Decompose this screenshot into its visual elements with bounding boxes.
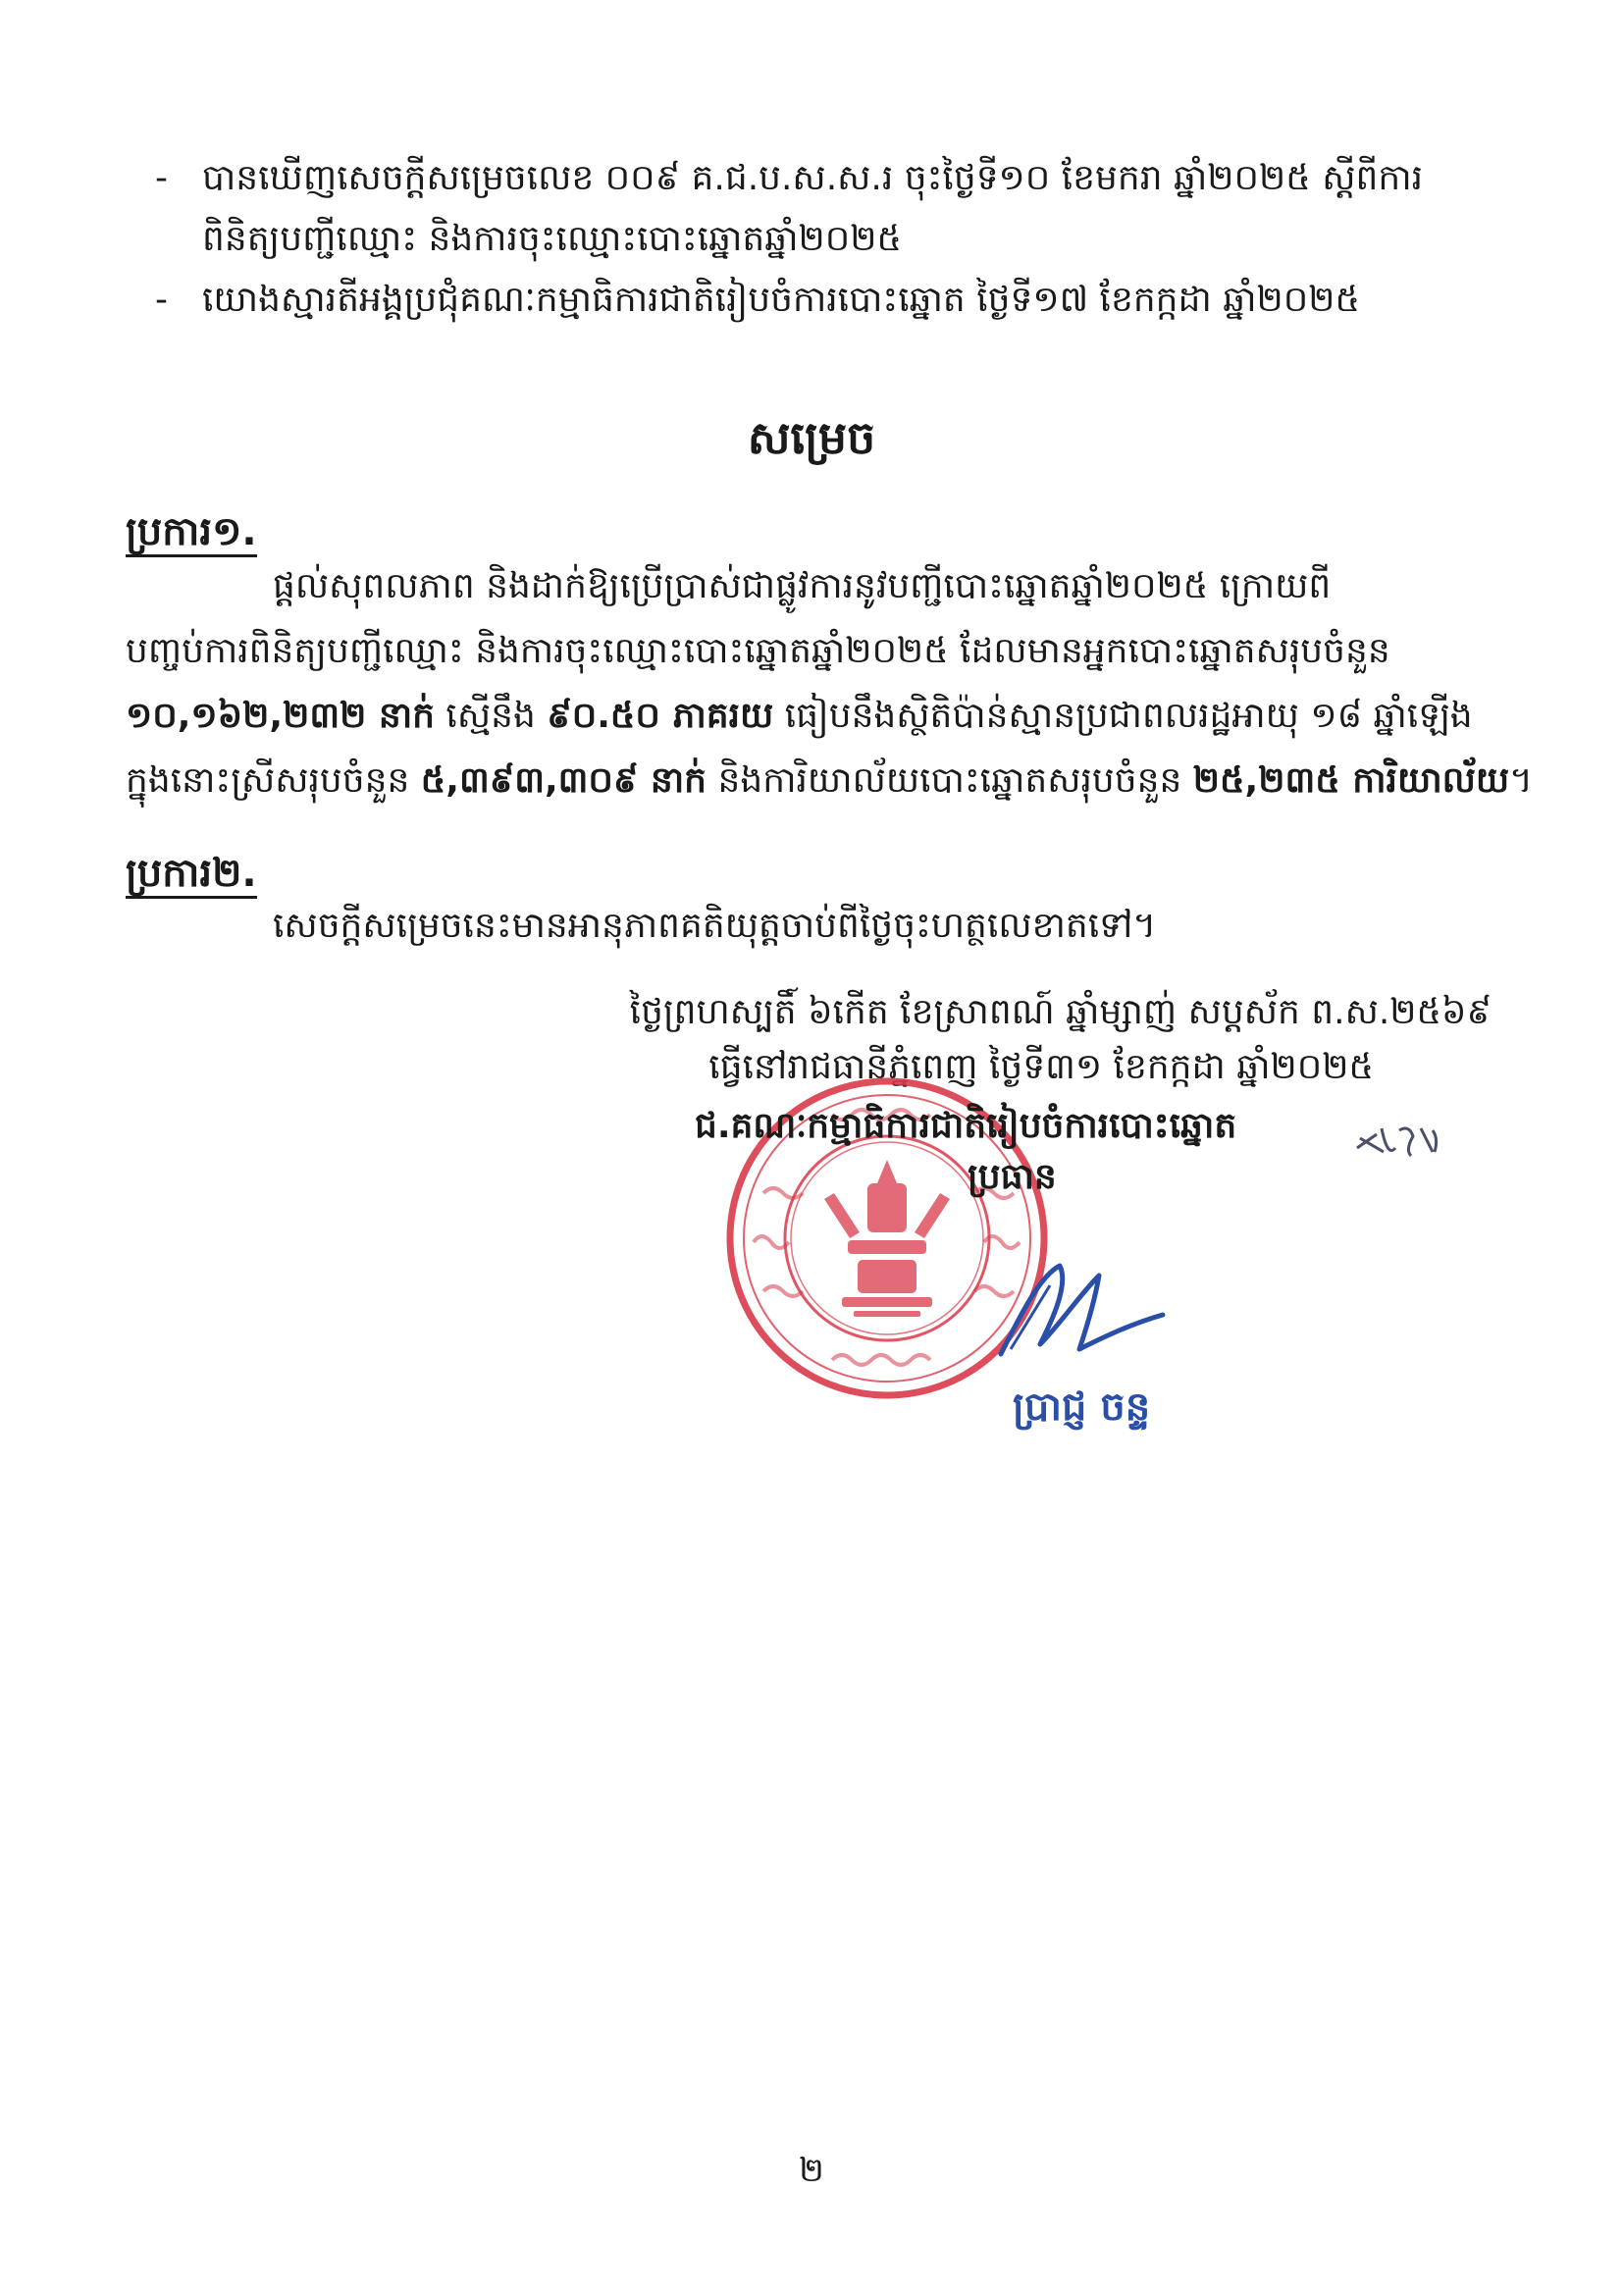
article-1-line-2: បញ្ចប់ការពិនិត្យបញ្ជីឈ្មោះ និងការចុះឈ្មោះបោះឆ្នោតឆ្នាំ២០២៥ ដែលមានអ្នកបោះឆ្នោតសរុបចំនួន	[126, 631, 1390, 671]
preamble-item-2-line-1: យោងស្មារតីអង្គប្រជុំគណៈកម្មាធិការជាតិរៀបចំការបោះឆ្នោត ថ្ងៃទី១៧ ខែកក្កដា ឆ្នាំ២០២៥	[202, 280, 1360, 320]
article-1-line-4-text-a: ក្នុងនោះស្រីសរុបចំនួន	[126, 760, 421, 801]
registered-voters-percent: ៩០.៥០ ភាគរយ	[547, 696, 774, 736]
female-voters-total: ៥,៣៩៣,៣០៩ នាក់	[420, 760, 707, 801]
preamble-item-1-line-2: ពិនិត្យបញ្ជីឈ្មោះ និងការចុះឈ្មោះបោះឆ្នោតឆ្នាំ២០២៥	[202, 219, 902, 259]
article-1-line-4	[126, 759, 1533, 803]
article-1-line-4-text-b: និងការិយាល័យបោះឆ្នោតសរុបចំនួន	[707, 760, 1193, 801]
place-and-date: ធ្វើនៅរាជធានីភ្នំពេញ ថ្ងៃទី៣១ ខែកក្កដា ឆ្នាំ២០២៥	[708, 1047, 1374, 1087]
polling-stations-total: ២៥,២៣៥ ការិយាល័យ	[1192, 760, 1510, 801]
article-1-label	[126, 506, 257, 564]
page-number: ២	[799, 2151, 824, 2190]
article-2-line-1: សេចក្តីសម្រេចនេះមានអានុភាពគតិយុត្តចាប់ពីថ្ងៃចុះហត្ថលេខាតទៅ។	[273, 906, 1157, 946]
article-2-label	[126, 848, 257, 906]
decision-heading: សម្រេច	[747, 411, 876, 464]
article-1-line-4-end: ។	[1509, 760, 1533, 801]
bullet-dash: -	[155, 158, 168, 198]
role-title: ប្រធាន	[968, 1157, 1057, 1197]
registered-voters-total: ១០,១៦២,២៣២ នាក់	[126, 696, 435, 736]
article-1-line-3-text-a: ស្មើនឹង	[434, 696, 548, 736]
handwritten-signature-icon	[981, 1256, 1168, 1374]
office-title: ជ.គណៈកម្មាធិការជាតិរៀបចំការបោះឆ្នោត	[695, 1106, 1237, 1146]
preamble-item-1-line-1: បានឃើញសេចក្តីសម្រេចលេខ ០០៩ គ.ជ.ប.ស.ស.រ ចុះថ្ងៃទី១០ ខែមករា ឆ្នាំ២០២៥ ស្តីពីការ	[202, 158, 1424, 198]
lunar-date: ថ្ងៃព្រហស្បតិ៍ ៦កើត ខែស្រាពណ៍ ឆ្នាំម្សាញ់ សប្តស័ក ព.ស.២៥៦៩	[629, 992, 1492, 1032]
initials-mark-icon	[1352, 1119, 1450, 1168]
article-1-label-text: ប្រការ១.	[126, 509, 257, 557]
article-1-line-3-text-b: ធៀបនឹងស្ថិតិប៉ាន់ស្មានប្រជាពលរដ្ឋអាយុ ១៨ ឆ្នាំឡើង	[773, 696, 1473, 736]
signer-name: ប្រាជ្ញ ចន្ទ	[1013, 1384, 1151, 1430]
article-1-line-3	[126, 695, 1473, 738]
article-2-label-text: ប្រការ២.	[126, 851, 257, 899]
article-1-line-1: ផ្តល់សុពលភាព និងដាក់ឱ្យប្រើប្រាស់ជាផ្លូវការនូវបញ្ជីបោះឆ្នោតឆ្នាំ២០២៥ ក្រោយពី	[273, 566, 1332, 606]
bullet-dash: -	[155, 280, 168, 320]
